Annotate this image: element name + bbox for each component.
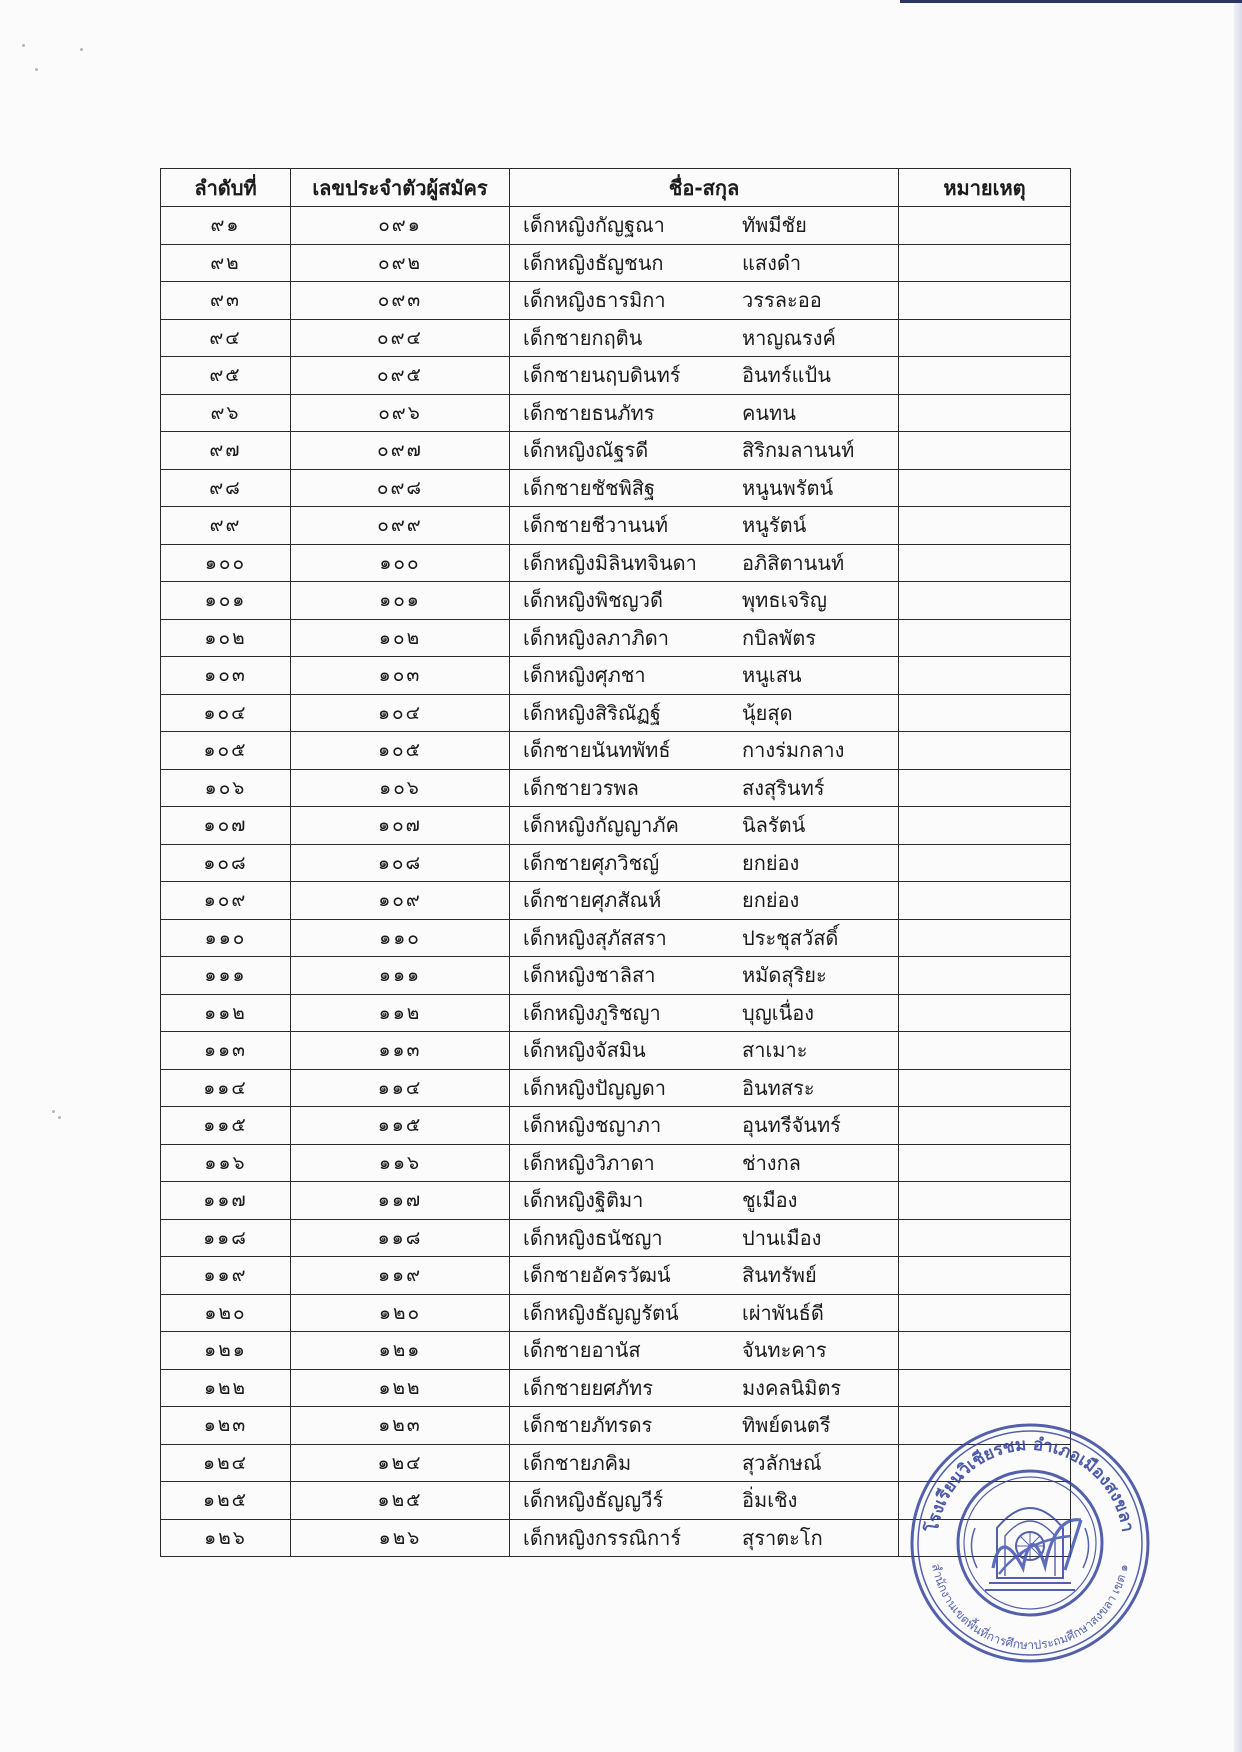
- row-number: ๑๑๑: [161, 957, 291, 995]
- remark: [899, 994, 1071, 1032]
- last-name: กางร่มกลาง: [742, 738, 845, 763]
- applicant-id: ๑๒๔: [291, 1444, 510, 1482]
- applicant-id: ๑๑๙: [291, 1257, 510, 1295]
- row-number: ๑๒๖: [161, 1519, 291, 1557]
- table-header-row: [161, 169, 1071, 207]
- remark: [899, 507, 1071, 545]
- full-name: [510, 994, 899, 1032]
- row-number: ๙๗: [161, 432, 291, 470]
- full-name: [510, 1182, 899, 1220]
- row-number: ๑๑๓: [161, 1032, 291, 1070]
- first-name: เด็กหญิงธัญชนก: [523, 250, 664, 275]
- applicant-id: ๑๐๖: [291, 769, 510, 807]
- scan-speck: [35, 68, 38, 71]
- last-name: นิลรัตน์: [742, 813, 806, 838]
- last-name: ชูเมือง: [742, 1188, 798, 1213]
- page-edge: [1234, 0, 1242, 1752]
- first-name: เด็กหญิงศุภชา: [523, 663, 646, 688]
- last-name: หนูเสน: [742, 663, 802, 688]
- full-name: [510, 807, 899, 845]
- last-name: อิ่มเชิง: [742, 1488, 798, 1513]
- remark: [899, 1219, 1071, 1257]
- last-name: ทัพมีชัย: [742, 213, 807, 238]
- row-number: ๙๖: [161, 394, 291, 432]
- last-name: หนูนพรัตน์: [742, 475, 834, 500]
- first-name: เด็กหญิงธัญญรัตน์: [523, 1300, 679, 1325]
- first-name: เด็กชายอัครวัฒน์: [523, 1263, 671, 1288]
- table-row: [161, 1032, 1071, 1070]
- table-row: [161, 1369, 1071, 1407]
- applicant-id: ๑๒๑: [291, 1332, 510, 1370]
- first-name: เด็กหญิงจัสมิน: [523, 1038, 646, 1063]
- applicant-id: ๑๑๔: [291, 1069, 510, 1107]
- row-number: ๙๑: [161, 207, 291, 245]
- full-name: [510, 1219, 899, 1257]
- first-name: เด็กชายศุภสัณห์: [523, 888, 662, 913]
- applicant-id: ๑๐๘: [291, 844, 510, 882]
- table-row: [161, 769, 1071, 807]
- full-name: [510, 769, 899, 807]
- table-row: [161, 732, 1071, 770]
- applicant-id: ๑๐๗: [291, 807, 510, 845]
- last-name: สุวลักษณ์: [742, 1450, 822, 1475]
- full-name: [510, 694, 899, 732]
- scan-speck: [22, 44, 25, 47]
- applicant-id: ๑๒๖: [291, 1519, 510, 1557]
- table-row: [161, 282, 1071, 320]
- last-name: กบิลพัตร: [742, 625, 816, 650]
- last-name: เผ่าพันธ์ดี: [742, 1300, 824, 1325]
- applicant-id: ๑๑๒: [291, 994, 510, 1032]
- full-name: [510, 1107, 899, 1145]
- full-name: [510, 469, 899, 507]
- remark: [899, 394, 1071, 432]
- full-name: [510, 1294, 899, 1332]
- first-name: เด็กหญิงวิภาดา: [523, 1150, 655, 1175]
- last-name: บุญเนื่อง: [742, 1000, 815, 1025]
- full-name: [510, 394, 899, 432]
- first-name: เด็กชายอานัส: [523, 1338, 641, 1363]
- first-name: เด็กชายนฤบดินทร์: [523, 363, 681, 388]
- last-name: สงสุรินทร์: [742, 775, 825, 800]
- remark: [899, 807, 1071, 845]
- remark: [899, 582, 1071, 620]
- row-number: ๑๑๔: [161, 1069, 291, 1107]
- remark: [899, 544, 1071, 582]
- first-name: เด็กหญิงธารมิกา: [523, 288, 666, 313]
- last-name: สุราตะโก: [742, 1525, 823, 1550]
- first-name: เด็กชายชีวานนท์: [523, 513, 669, 538]
- first-name: เด็กหญิงลภาภิดา: [523, 625, 669, 650]
- first-name: เด็กหญิงสุภัสสรา: [523, 925, 667, 950]
- remark: [899, 657, 1071, 695]
- table-row: [161, 244, 1071, 282]
- last-name: ช่างกล: [742, 1150, 801, 1175]
- remark: [899, 244, 1071, 282]
- applicant-id: ๐๙๒: [291, 244, 510, 282]
- full-name: [510, 882, 899, 920]
- row-number: ๑๐๑: [161, 582, 291, 620]
- row-number: ๑๑๗: [161, 1182, 291, 1220]
- table-body: [161, 207, 1071, 1557]
- applicant-id: ๑๑๗: [291, 1182, 510, 1220]
- table-row: [161, 1107, 1071, 1145]
- first-name: เด็กหญิงพิชญวดี: [523, 588, 663, 613]
- header-name: ชื่อ-สกุล: [510, 169, 899, 207]
- full-name: [510, 207, 899, 245]
- full-name: [510, 1482, 899, 1520]
- applicant-id: ๑๒๓: [291, 1407, 510, 1445]
- table-row: [161, 919, 1071, 957]
- row-number: ๑๑๒: [161, 994, 291, 1032]
- row-number: ๑๑๕: [161, 1107, 291, 1145]
- last-name: นุ้ยสุด: [742, 700, 793, 725]
- first-name: เด็กหญิงสิริณัฏฐ์: [523, 700, 661, 725]
- scan-speck: [52, 1110, 55, 1113]
- last-name: ทิพย์ดนตรี: [742, 1413, 831, 1438]
- row-number: ๑๐๔: [161, 694, 291, 732]
- last-name: หาญณรงค์: [742, 325, 836, 350]
- last-name: อินทสระ: [742, 1075, 815, 1100]
- first-name: เด็กชายกฤติน: [523, 325, 643, 350]
- scan-speck: [58, 1116, 61, 1119]
- full-name: [510, 357, 899, 395]
- table-row: [161, 1219, 1071, 1257]
- first-name: เด็กชายศุภวิชญ์: [523, 850, 660, 875]
- remark: [899, 619, 1071, 657]
- table-row: [161, 1144, 1071, 1182]
- last-name: ปานเมือง: [742, 1225, 822, 1250]
- first-name: เด็กหญิงภูริชญา: [523, 1000, 661, 1025]
- last-name: พุทธเจริญ: [742, 588, 827, 613]
- table-row: [161, 957, 1071, 995]
- row-number: ๑๒๐: [161, 1294, 291, 1332]
- full-name: [510, 619, 899, 657]
- remark: [899, 919, 1071, 957]
- table-row: [161, 357, 1071, 395]
- applicant-id: ๑๐๔: [291, 694, 510, 732]
- row-number: ๙๘: [161, 469, 291, 507]
- table-row: [161, 882, 1071, 920]
- full-name: [510, 919, 899, 957]
- applicant-id: ๐๙๓: [291, 282, 510, 320]
- applicant-id: ๑๒๒: [291, 1369, 510, 1407]
- row-number: ๑๐๙: [161, 882, 291, 920]
- first-name: เด็กหญิงธนัชญา: [523, 1225, 663, 1250]
- remark: [899, 1069, 1071, 1107]
- remark: [899, 469, 1071, 507]
- last-name: วรรละออ: [742, 288, 822, 313]
- row-number: ๙๙: [161, 507, 291, 545]
- table-row: [161, 1332, 1071, 1370]
- remark: [899, 432, 1071, 470]
- first-name: เด็กชายยศภัทร: [523, 1375, 653, 1400]
- table-row: [161, 1069, 1071, 1107]
- remark: [899, 282, 1071, 320]
- applicant-id: ๑๑๑: [291, 957, 510, 995]
- first-name: เด็กหญิงฐิติมา: [523, 1188, 644, 1213]
- full-name: [510, 1369, 899, 1407]
- first-name: เด็กหญิงธัญญวีร์: [523, 1488, 664, 1513]
- row-number: ๙๒: [161, 244, 291, 282]
- table-row: [161, 544, 1071, 582]
- table-row: [161, 844, 1071, 882]
- remark: [899, 1144, 1071, 1182]
- first-name: เด็กหญิงกัญฐณา: [523, 213, 665, 238]
- first-name: เด็กหญิงกัญญาภัค: [523, 813, 679, 838]
- scan-edge: [900, 0, 1242, 3]
- applicant-id: ๑๑๘: [291, 1219, 510, 1257]
- full-name: [510, 432, 899, 470]
- remark: [899, 357, 1071, 395]
- table-row: [161, 319, 1071, 357]
- table-row: [161, 994, 1071, 1032]
- first-name: เด็กหญิงชาลิสา: [523, 963, 656, 988]
- last-name: มงคลนิมิตร: [742, 1375, 842, 1400]
- remark: [899, 694, 1071, 732]
- last-name: อินทร์แป้น: [742, 363, 831, 388]
- row-number: ๑๐๖: [161, 769, 291, 807]
- applicant-id: ๐๙๑: [291, 207, 510, 245]
- full-name: [510, 657, 899, 695]
- remark: [899, 1032, 1071, 1070]
- applicant-table: [160, 168, 1071, 1557]
- last-name: แสงดำ: [742, 250, 802, 275]
- remark: [899, 1369, 1071, 1407]
- last-name: สิริกมลานนท์: [742, 438, 855, 463]
- header-remark: หมายเหตุ: [899, 169, 1071, 207]
- table-row: [161, 432, 1071, 470]
- full-name: [510, 1444, 899, 1482]
- first-name: เด็กชายนันทพัทธ์: [523, 738, 671, 763]
- full-name: [510, 844, 899, 882]
- applicant-id: ๑๐๐: [291, 544, 510, 582]
- last-name: สินทรัพย์: [742, 1263, 817, 1288]
- applicant-id: ๑๒๕: [291, 1482, 510, 1520]
- full-name: [510, 582, 899, 620]
- full-name: [510, 1332, 899, 1370]
- row-number: ๑๐๒: [161, 619, 291, 657]
- full-name: [510, 1032, 899, 1070]
- table-row: [161, 694, 1071, 732]
- row-number: ๑๐๘: [161, 844, 291, 882]
- remark: [899, 319, 1071, 357]
- table-row: [161, 1182, 1071, 1220]
- full-name: [510, 1069, 899, 1107]
- applicant-id: ๑๐๕: [291, 732, 510, 770]
- row-number: ๑๐๓: [161, 657, 291, 695]
- svg-text:โรงเรียนวิเชียรชม อำเภอเมืองสง: [922, 1435, 1138, 1535]
- first-name: เด็กชายชัชพิสิฐ: [523, 475, 656, 500]
- applicant-id: ๑๐๙: [291, 882, 510, 920]
- header-applicant-id: เลขประจำตัวผู้สมัคร: [291, 169, 510, 207]
- first-name: เด็กชายภัทรดร: [523, 1413, 653, 1438]
- table-row: [161, 1294, 1071, 1332]
- remark: [899, 957, 1071, 995]
- row-number: ๙๕: [161, 357, 291, 395]
- last-name: อุนทรีจันทร์: [742, 1113, 841, 1138]
- applicant-id: ๑๑๕: [291, 1107, 510, 1145]
- first-name: เด็กหญิงมิลินทจินดา: [523, 550, 697, 575]
- full-name: [510, 282, 899, 320]
- applicant-id: ๑๑๓: [291, 1032, 510, 1070]
- full-name: [510, 957, 899, 995]
- remark: [899, 1332, 1071, 1370]
- applicant-id: ๐๙๗: [291, 432, 510, 470]
- table-row: [161, 657, 1071, 695]
- remark: [899, 732, 1071, 770]
- remark: [899, 882, 1071, 920]
- last-name: หนูรัตน์: [742, 513, 807, 538]
- header-no: ลำดับที่: [161, 169, 291, 207]
- applicant-id: ๐๙๕: [291, 357, 510, 395]
- row-number: ๑๐๕: [161, 732, 291, 770]
- table-row: [161, 807, 1071, 845]
- remark: [899, 1182, 1071, 1220]
- applicant-id: ๐๙๔: [291, 319, 510, 357]
- row-number: ๙๔: [161, 319, 291, 357]
- full-name: [510, 544, 899, 582]
- first-name: เด็กชายวรพล: [523, 775, 639, 800]
- last-name: สาเมาะ: [742, 1038, 808, 1063]
- row-number: ๑๒๕: [161, 1482, 291, 1520]
- last-name: ยกย่อง: [742, 888, 800, 913]
- last-name: อภิสิตานนท์: [742, 550, 845, 575]
- remark: [899, 844, 1071, 882]
- table-row: [161, 469, 1071, 507]
- first-name: เด็กชายธนภัทร: [523, 400, 655, 425]
- applicant-id: ๐๙๖: [291, 394, 510, 432]
- row-number: ๙๓: [161, 282, 291, 320]
- applicant-id: ๑๒๐: [291, 1294, 510, 1332]
- remark: [899, 207, 1071, 245]
- table-row: [161, 394, 1071, 432]
- table-row: [161, 1257, 1071, 1295]
- row-number: ๑๑๖: [161, 1144, 291, 1182]
- stamp-top-text: โรงเรียนวิเชียรชม อำเภอเมืองสงขลา: [922, 1434, 1138, 1534]
- last-name: จันทะคาร: [742, 1338, 827, 1363]
- applicant-id: ๐๙๘: [291, 469, 510, 507]
- first-name: เด็กหญิงกรรณิการ์: [523, 1525, 682, 1550]
- first-name: เด็กชายภคิม: [523, 1450, 632, 1475]
- table-row: [161, 619, 1071, 657]
- row-number: ๑๐๗: [161, 807, 291, 845]
- row-number: ๑๑๘: [161, 1219, 291, 1257]
- applicant-id: ๐๙๙: [291, 507, 510, 545]
- full-name: [510, 1144, 899, 1182]
- row-number: ๑๒๑: [161, 1332, 291, 1370]
- last-name: ยกย่อง: [742, 850, 800, 875]
- first-name: เด็กหญิงชญาภา: [523, 1113, 662, 1138]
- last-name: ประชุสวัสดิ์: [742, 925, 839, 950]
- full-name: [510, 1257, 899, 1295]
- row-number: ๑๒๒: [161, 1369, 291, 1407]
- row-number: ๑๑๙: [161, 1257, 291, 1295]
- applicant-id: ๑๐๒: [291, 619, 510, 657]
- scan-speck: [80, 48, 83, 51]
- last-name: หมัดสุริยะ: [742, 963, 827, 988]
- school-seal-stamp: [905, 1418, 1155, 1668]
- table-row: [161, 207, 1071, 245]
- row-number: ๑๒๔: [161, 1444, 291, 1482]
- remark: [899, 1107, 1071, 1145]
- applicant-id: ๑๑๐: [291, 919, 510, 957]
- full-name: [510, 1519, 899, 1557]
- table-row: [161, 582, 1071, 620]
- full-name: [510, 732, 899, 770]
- remark: [899, 1294, 1071, 1332]
- last-name: คนทน: [742, 400, 796, 425]
- first-name: เด็กหญิงปัญญดา: [523, 1075, 666, 1100]
- row-number: ๑๐๐: [161, 544, 291, 582]
- row-number: ๑๒๓: [161, 1407, 291, 1445]
- remark: [899, 1257, 1071, 1295]
- applicant-id: ๑๐๑: [291, 582, 510, 620]
- full-name: [510, 244, 899, 282]
- first-name: เด็กหญิงณัฐรดี: [523, 438, 649, 463]
- applicant-id: ๑๐๓: [291, 657, 510, 695]
- remark: [899, 769, 1071, 807]
- full-name: [510, 507, 899, 545]
- stamp-bottom-text: สำนักงานเขตพื้นที่การศึกษาประถมศึกษาสงขลา เขต ๑: [928, 1562, 1131, 1653]
- full-name: [510, 319, 899, 357]
- full-name: [510, 1407, 899, 1445]
- row-number: ๑๑๐: [161, 919, 291, 957]
- table-row: [161, 507, 1071, 545]
- applicant-id: ๑๑๖: [291, 1144, 510, 1182]
